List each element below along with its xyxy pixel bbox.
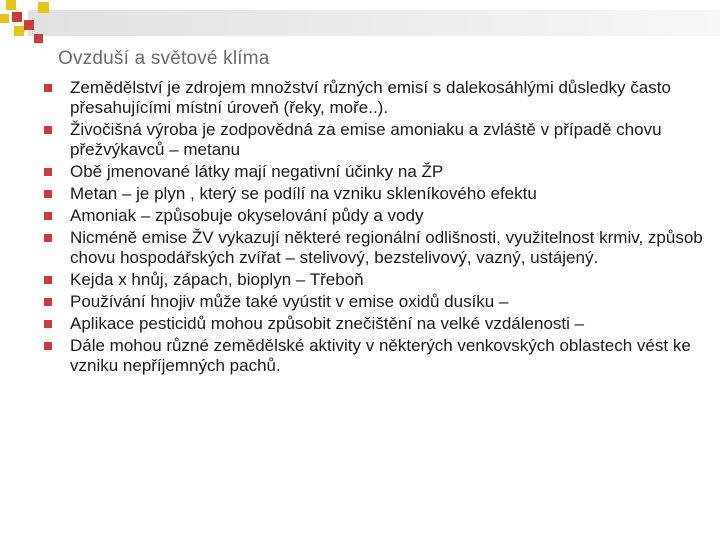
bullet-text: Aplikace pesticidů mohou způsobit znečištění na velké vzdálenosti – (70, 314, 585, 333)
square-bullet-icon (44, 212, 52, 220)
header-decoration (0, 0, 720, 48)
decor-square-yellow (0, 14, 9, 23)
bullet-text: Obě jmenované látky mají negativní účinky na ŽP (70, 162, 444, 181)
list-item (44, 228, 714, 268)
list-item (44, 206, 714, 226)
decor-square-red (24, 20, 34, 30)
decor-square-red (12, 12, 22, 22)
square-bullet-icon (44, 126, 52, 134)
bullet-text: Dále mohou různé zemědělské aktivity v některých venkovských oblastech vést ke vzniku nepříjemných pachů. (70, 336, 691, 375)
bullet-text: Kejda x hnůj, zápach, bioplyn – Třeboň (70, 270, 364, 289)
decor-square-yellow (14, 26, 24, 36)
square-bullet-icon (44, 276, 52, 284)
list-item (44, 336, 714, 376)
bullet-text: Zemědělství je zdrojem množství různých emisí s dalekosáhlými důsledky často přesahujícími místní úroveň (řeky, moře..). (70, 78, 671, 117)
list-item (44, 270, 714, 290)
square-bullet-icon (44, 320, 52, 328)
decor-square-yellow (6, 0, 16, 10)
decor-square-yellow (38, 2, 49, 13)
square-bullet-icon (44, 168, 52, 176)
square-bullet-icon (44, 190, 52, 198)
bullet-list (44, 78, 714, 378)
header-gradient-bar (28, 10, 720, 36)
list-item (44, 184, 714, 204)
bullet-text: Používání hnojiv může také vyústit v emise oxidů dusíku – (70, 292, 509, 311)
list-item (44, 78, 714, 118)
square-bullet-icon (44, 342, 52, 350)
list-item (44, 162, 714, 182)
slide-title: Ovzduší a světové klíma (58, 48, 270, 69)
bullet-text: Nicméně emise ŽV vykazují některé regionální odlišnosti, využitelnost krmiv, způsob chovu hospodářských zvířat – stelivový, bezstelivový, vazný, ustájený. (70, 228, 703, 267)
bullet-text: Živočišná výroba je zodpovědná za emise amoniaku a zvláště v případě chovu přežvýkavců – metanu (70, 120, 662, 159)
bullet-text: Metan – je plyn , který se podílí na vzniku skleníkového efektu (70, 184, 537, 203)
square-bullet-icon (44, 298, 52, 306)
decor-square-red (34, 34, 43, 43)
list-item (44, 292, 714, 312)
list-item (44, 314, 714, 334)
square-bullet-icon (44, 234, 52, 242)
list-item (44, 120, 714, 160)
bullet-text: Amoniak – způsobuje okyselování půdy a vody (70, 206, 424, 225)
square-bullet-icon (44, 84, 52, 92)
